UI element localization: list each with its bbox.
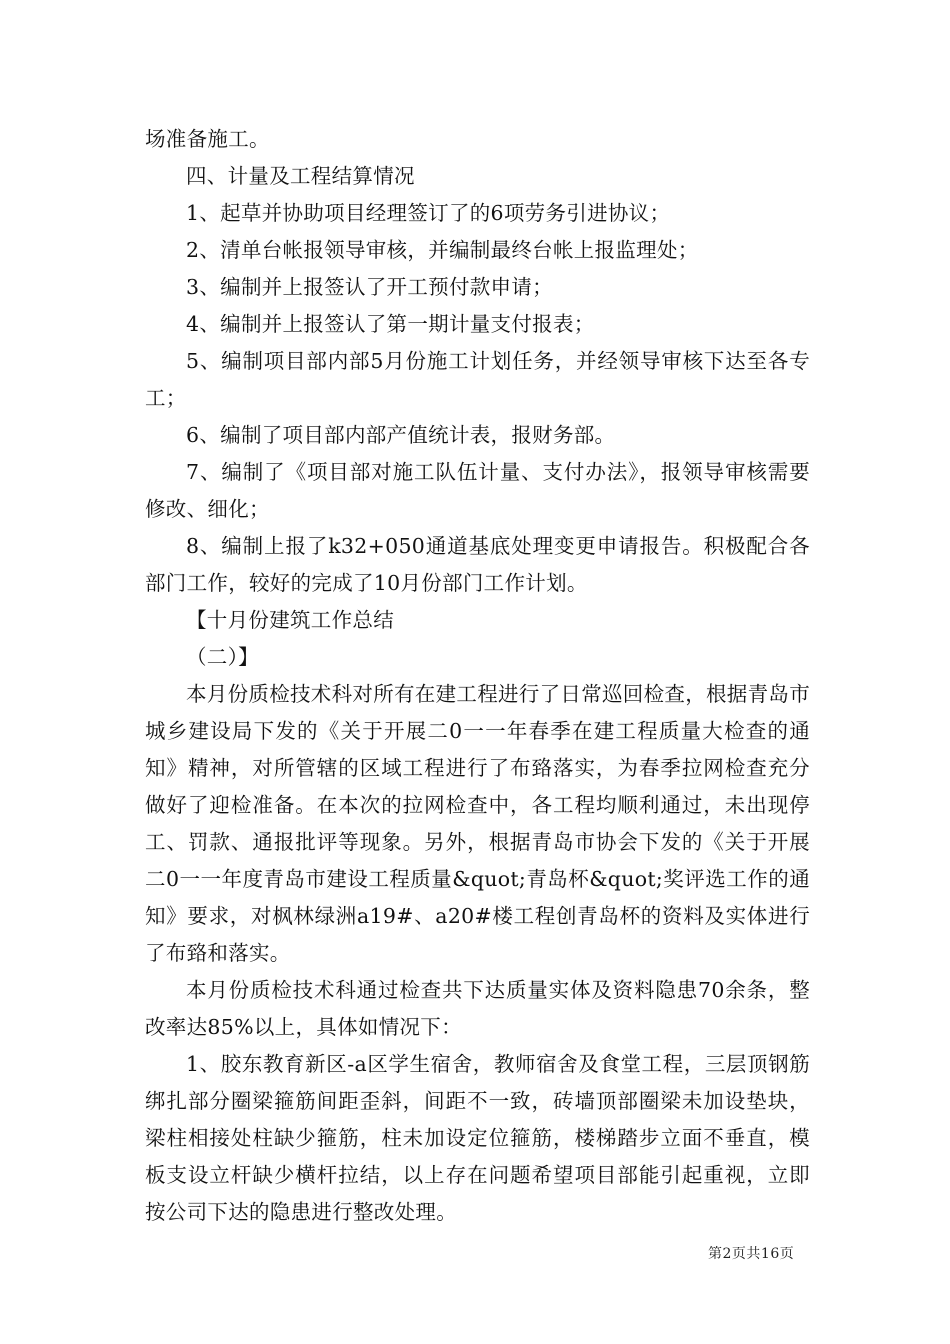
list-item: 8、编制上报了k32+050通道基底处理变更申请报告。积极配合各部门工作，较好的完成了10月份部门工作计划。	[145, 534, 810, 595]
list-item: 3、编制并上报签认了开工预付款申请；	[186, 275, 553, 299]
list-item: 1、起草并协助项目经理签订了的6项劳务引进协议；	[186, 201, 671, 225]
body-paragraph: 本月份质检技术科通过检查共下达质量实体及资料隐患70余条，整改率达85%以上，具体如情况下：	[145, 978, 810, 1039]
page-number: 第2页共16页	[708, 1246, 795, 1262]
document-subtitle: （二）】	[186, 645, 259, 669]
document-body	[145, 121, 810, 1231]
list-item: 7、编制了《项目部对施工队伍计量、支付办法》，报领导审核需要修改、细化；	[145, 460, 810, 521]
section-heading: 四、计量及工程结算情况	[186, 164, 415, 188]
body-paragraph: 本月份质检技术科对所有在建工程进行了日常巡回检查，根据青岛市城乡建设局下发的《关于开展二0一一年春季在建工程质量大检查的通知》精神，对所管辖的区域工程进行了布臵落实，为春季拉网检查充分做好了迎检准备。在本次的拉网检查中，各工程均顺利通过，未出现停工、罚款、通报批评等现象。另外，根据青岛市协会下发的《关于开展二0一一年度青岛市建设工程质量&quot;青岛杯&quot;奖评选工作的通知》要求，对枫林绿洲a19#、a20#楼工程创青岛杯的资料及实体进行了布臵和落实。	[145, 682, 810, 965]
list-item: 5、编制项目部内部5月份施工计划任务，并经领导审核下达至各专工；	[145, 349, 810, 410]
document-title: 【十月份建筑工作总结	[186, 608, 394, 632]
list-item: 4、编制并上报签认了第一期计量支付报表；	[186, 312, 595, 336]
list-item: 6、编制了项目部内部产值统计表，报财务部。	[186, 423, 616, 447]
list-item: 2、清单台帐报领导审核，并编制最终台帐上报监理处；	[186, 238, 699, 262]
body-paragraph: 1、胶东教育新区-a区学生宿舍，教师宿舍及食堂工程，三层顶钢筋绑扎部分圈梁箍筋间距歪斜，间距不一致，砖墙顶部圈梁未加设垫块，梁柱相接处柱缺少箍筋，柱未加设定位箍筋，楼梯踏步立面不垂直，模板支设立杆缺少横杆拉结，以上存在问题希望项目部能引起重视，立即按公司下达的隐患进行整改处理。	[145, 1052, 810, 1224]
paragraph-continuation: 场准备施工。	[145, 127, 270, 151]
